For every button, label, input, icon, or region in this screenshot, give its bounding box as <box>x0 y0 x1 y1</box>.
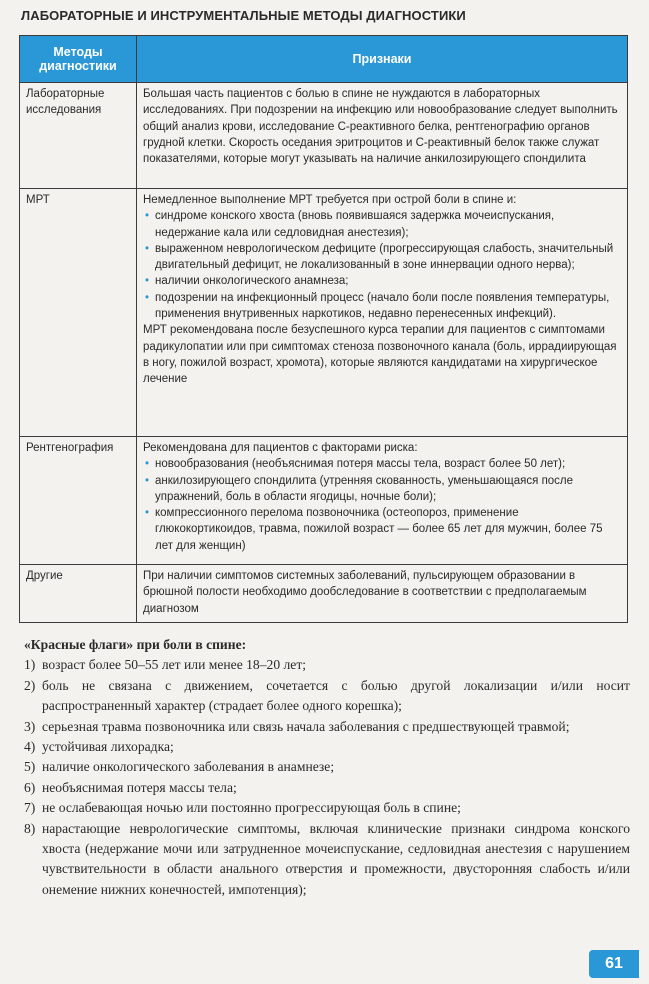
signs-text: При наличии симптомов системных заболеваний, пульсирующем образовании в брюшной полости необходимо дообследование в соответствии с предполагаемым диагнозом <box>143 570 587 615</box>
signs-intro: Немедленное выполнение МРТ требуется при острой боли в спине и: <box>143 194 517 206</box>
list-item <box>24 757 630 777</box>
list-item <box>24 717 630 737</box>
page-title: ЛАБОРАТОРНЫЕ И ИНСТРУМЕНТАЛЬНЫЕ МЕТОДЫ ДИАГНОСТИКИ <box>21 8 466 23</box>
list-item <box>24 819 630 901</box>
item-number: 8) <box>24 820 36 836</box>
table-row-xray <box>20 437 628 565</box>
list-item: • наличии онкологического анамнеза; <box>143 273 621 289</box>
method-cell: Лабораторные исследования <box>20 83 137 189</box>
method-cell: Другие <box>20 565 137 623</box>
item-text: нарастающие неврологические симптомы, включая клинические признаки синдрома конского хвоста (недержание мочи или затрудненное мочеиспускание, седловидная анестезия с нарушением чувствительности в области анального отверстия и промежности, двусторонняя слабость и/или онемение нижних конечностей, импотенция); <box>42 820 630 897</box>
item-number: 6) <box>24 779 36 795</box>
diagnostics-table <box>19 35 628 623</box>
signs-cell <box>137 83 628 189</box>
column-header-signs: Признаки <box>137 36 628 83</box>
item-text: устойчивая лихорадка; <box>42 739 174 755</box>
list-item: • анкилозирующего спондилита (утренняя скованность, уменьшающаяся после упражнений, боль в области ягодицы, ночные боли); <box>143 473 621 506</box>
list-item: • синдроме конского хвоста (вновь появившаяся задержка мочеиспускания, недержание кала или седловидная анестезия); <box>143 208 621 241</box>
signs-intro: Рекомендована для пациентов с факторами риска: <box>143 442 418 454</box>
item-text: боль не связана с движением, сочетается с болью другой локализации и/или носит распространенный характер (страдает более одного корешка); <box>42 677 630 714</box>
list-item: • новообразования (необъяснимая потеря массы тела, возраст более 50 лет); <box>143 456 621 472</box>
item-text: наличие онкологического заболевания в анамнезе; <box>42 759 335 775</box>
signs-cell <box>137 565 628 623</box>
signs-cell <box>137 437 628 565</box>
method-cell: Рентгенография <box>20 437 137 565</box>
item-text: серьезная травма позвоночника или связь начала заболевания с предшествующей травмой; <box>42 718 570 734</box>
list-item <box>24 737 630 757</box>
column-header-methods: Методы диагностики <box>20 36 137 83</box>
table-header-row <box>20 36 628 83</box>
method-cell: МРТ <box>20 189 137 437</box>
page-number: 61 <box>589 950 639 978</box>
item-text: не ослабевающая ночью или постоянно прогрессирующая боль в спине; <box>42 800 461 816</box>
item-number: 7) <box>24 800 36 816</box>
item-number: 4) <box>24 739 36 755</box>
item-number: 3) <box>24 718 36 734</box>
signs-text: Большая часть пациентов с болью в спине не нуждаются в лабораторных исследованиях. При подозрении на инфекцию или новообразование следует выполнить общий анализ крови, исследование С-реактивного белка, рентгенографию органов грудной клетки. Скорость оседания эритроцитов и С-реактивный белок также служат показателями, которые могут указывать на наличие анкилозирующего спондилита <box>143 88 618 166</box>
table-row-lab <box>20 83 628 189</box>
item-text: возраст более 50–55 лет или менее 18–20 лет; <box>42 657 307 673</box>
signs-outro: МРТ рекомендована после безуспешного курса терапии для пациентов с симптомами радикулопатии или при симптомах стеноза позвоночного канала (боль, иррадиирующая в ногу, пожилой возраст, хромота), которые являются кандидатами на хирургическое лечение <box>143 324 617 386</box>
list-item <box>24 778 630 798</box>
table-row-other <box>20 565 628 623</box>
table-row-mri <box>20 189 628 437</box>
list-item: • компрессионного перелома позвоночника (остеопороз, применение глюкокортикоидов, травма, пожилой возраст — более 65 лет для мужчин, более 75 лет для женщин) <box>143 505 621 554</box>
item-text: необъяснимая потеря массы тела; <box>42 779 237 795</box>
red-flags-title: «Красные флаги» при боли в спине: <box>24 637 247 652</box>
list-item: • подозрении на инфекционный процесс (начало боли после появления температуры, применения внутривенных наркотиков, недавно перенесенных инфекций). <box>143 290 621 323</box>
list-item: • выраженном неврологическом дефиците (прогрессирующая слабость, значительный двигательный дефицит, не локализованный в зоне иннервации одного нерва); <box>143 241 621 274</box>
red-flags-section <box>24 635 630 900</box>
list-item <box>24 676 630 717</box>
item-number: 1) <box>24 657 36 673</box>
signs-cell <box>137 189 628 437</box>
item-number: 2) <box>24 677 36 693</box>
list-item <box>24 798 630 818</box>
list-item <box>24 655 630 675</box>
item-number: 5) <box>24 759 36 775</box>
